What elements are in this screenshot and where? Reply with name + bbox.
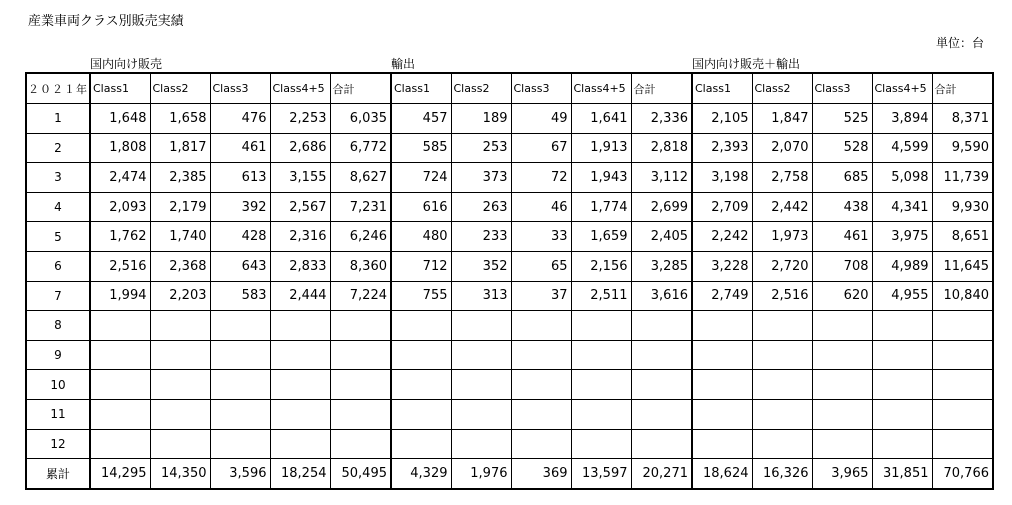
table-cell (150, 399, 210, 429)
table-cell: 1,973 (752, 222, 812, 252)
table-cell: 9,930 (932, 192, 993, 222)
table-cell: 4,341 (872, 192, 932, 222)
row-label: 1 (26, 104, 90, 134)
table-cell: 8,627 (330, 163, 391, 193)
table-cell: 3,198 (692, 163, 752, 193)
table-cell (932, 429, 993, 459)
table-cell: 6,246 (330, 222, 391, 252)
table-row (26, 222, 993, 252)
table-cell: 2,511 (571, 281, 631, 311)
table-cell: 3,228 (692, 251, 752, 281)
table-cell: 2,442 (752, 192, 812, 222)
table-cell: 712 (391, 251, 451, 281)
table-cell: 2,242 (692, 222, 752, 252)
table-cell: 2,474 (90, 163, 150, 193)
table-cell: 2,156 (571, 251, 631, 281)
table-cell (631, 429, 692, 459)
table-cell (391, 311, 451, 341)
table-cell: 643 (210, 251, 270, 281)
table-cell (692, 429, 752, 459)
table-cell: 2,368 (150, 251, 210, 281)
table-cell (812, 370, 872, 400)
table-cell (451, 340, 511, 370)
table-cell: 1,808 (90, 133, 150, 163)
table-cell: 3,112 (631, 163, 692, 193)
table-cell (752, 399, 812, 429)
table-cell: 4,955 (872, 281, 932, 311)
row-label: 11 (26, 399, 90, 429)
table-cell: 4,329 (391, 459, 451, 489)
table-cell (210, 429, 270, 459)
table-cell (872, 370, 932, 400)
table-cell: 9,590 (932, 133, 993, 163)
table-cell: 18,254 (270, 459, 330, 489)
table-cell: 2,179 (150, 192, 210, 222)
column-header: Class2 (150, 73, 210, 104)
total-row (26, 459, 993, 489)
table-cell: 352 (451, 251, 511, 281)
table-cell (210, 340, 270, 370)
table-cell: 583 (210, 281, 270, 311)
row-label: 9 (26, 340, 90, 370)
table-cell (330, 429, 391, 459)
table-cell: 16,326 (752, 459, 812, 489)
table-cell: 1,913 (571, 133, 631, 163)
row-label: 4 (26, 192, 90, 222)
table-row (26, 429, 993, 459)
table-cell (210, 370, 270, 400)
row-label: 3 (26, 163, 90, 193)
row-label: 2 (26, 133, 90, 163)
table-cell: 2,720 (752, 251, 812, 281)
table-cell (210, 311, 270, 341)
table-cell (90, 370, 150, 400)
table-cell: 3,894 (872, 104, 932, 134)
unit-label: 単位：台 (935, 36, 984, 50)
table-cell: 8,651 (932, 222, 993, 252)
table-cell: 4,599 (872, 133, 932, 163)
row-label: 累計 (26, 459, 90, 489)
table-cell (270, 311, 330, 341)
column-header: Class2 (451, 73, 511, 104)
table-cell (872, 311, 932, 341)
table-row (26, 399, 993, 429)
table-cell: 2,567 (270, 192, 330, 222)
table-cell (150, 370, 210, 400)
table-cell (812, 340, 872, 370)
table-cell: 14,350 (150, 459, 210, 489)
table-cell: 1,774 (571, 192, 631, 222)
table-cell (451, 370, 511, 400)
table-cell (631, 399, 692, 429)
table-cell (932, 311, 993, 341)
table-cell (511, 311, 571, 341)
table-cell: 2,516 (90, 251, 150, 281)
table-cell (571, 340, 631, 370)
table-cell: 3,975 (872, 222, 932, 252)
table-cell: 616 (391, 192, 451, 222)
table-cell: 72 (511, 163, 571, 193)
table-row (26, 281, 993, 311)
table-cell (391, 429, 451, 459)
table-cell: 3,965 (812, 459, 872, 489)
table-cell (511, 399, 571, 429)
table-cell (872, 340, 932, 370)
table-cell (571, 429, 631, 459)
table-cell: 1,641 (571, 104, 631, 134)
table-cell: 2,699 (631, 192, 692, 222)
table-cell: 10,840 (932, 281, 993, 311)
table-cell: 525 (812, 104, 872, 134)
table-cell (752, 311, 812, 341)
table-cell: 461 (812, 222, 872, 252)
table-cell (270, 340, 330, 370)
table-cell: 65 (511, 251, 571, 281)
row-label: 5 (26, 222, 90, 252)
table-cell: 67 (511, 133, 571, 163)
table-cell: 2,385 (150, 163, 210, 193)
table-cell: 4,989 (872, 251, 932, 281)
table-cell (270, 399, 330, 429)
table-cell: 3,285 (631, 251, 692, 281)
table-cell: 6,772 (330, 133, 391, 163)
table-cell (812, 429, 872, 459)
table-cell: 724 (391, 163, 451, 193)
table-cell: 253 (451, 133, 511, 163)
table-cell (752, 429, 812, 459)
column-header: Class3 (812, 73, 872, 104)
table-cell (150, 429, 210, 459)
table-cell: 3,596 (210, 459, 270, 489)
table-cell (571, 399, 631, 429)
table-cell: 476 (210, 104, 270, 134)
column-header: Class4+5 (872, 73, 932, 104)
table-cell: 2,686 (270, 133, 330, 163)
table-cell (631, 370, 692, 400)
table-cell: 2,105 (692, 104, 752, 134)
section-domestic-label: 国内向け販売 (90, 57, 163, 71)
table-cell: 1,740 (150, 222, 210, 252)
table-cell (692, 399, 752, 429)
table-cell (90, 429, 150, 459)
table-cell: 2,516 (752, 281, 812, 311)
table-cell: 392 (210, 192, 270, 222)
table-row (26, 340, 993, 370)
table-cell (90, 311, 150, 341)
table-cell (330, 399, 391, 429)
column-header: Class3 (210, 73, 270, 104)
table-cell (511, 340, 571, 370)
table-cell: 457 (391, 104, 451, 134)
row-label: 7 (26, 281, 90, 311)
column-header: Class4+5 (270, 73, 330, 104)
table-cell: 2,336 (631, 104, 692, 134)
table-cell (391, 399, 451, 429)
table-cell: 1,943 (571, 163, 631, 193)
table-row (26, 192, 993, 222)
table-cell (330, 311, 391, 341)
table-cell: 70,766 (932, 459, 993, 489)
table-cell: 313 (451, 281, 511, 311)
table-cell (631, 340, 692, 370)
table-cell: 2,749 (692, 281, 752, 311)
table-cell (571, 370, 631, 400)
table-cell: 480 (391, 222, 451, 252)
table-cell: 2,393 (692, 133, 752, 163)
table-cell (330, 340, 391, 370)
table-cell: 2,758 (752, 163, 812, 193)
table-cell: 11,739 (932, 163, 993, 193)
page-title: 産業車両クラス別販売実績 (28, 14, 184, 29)
table-cell: 18,624 (692, 459, 752, 489)
table-cell: 46 (511, 192, 571, 222)
table-cell (210, 399, 270, 429)
table-cell (692, 311, 752, 341)
table-cell (872, 429, 932, 459)
table-cell: 49 (511, 104, 571, 134)
table-cell: 7,224 (330, 281, 391, 311)
table-cell (631, 311, 692, 341)
table-cell: 263 (451, 192, 511, 222)
table-cell: 2,203 (150, 281, 210, 311)
table-cell: 2,070 (752, 133, 812, 163)
row-label: 12 (26, 429, 90, 459)
table-cell: 50,495 (330, 459, 391, 489)
table-cell (270, 429, 330, 459)
table-cell: 1,994 (90, 281, 150, 311)
table-cell: 1,817 (150, 133, 210, 163)
table-cell (932, 399, 993, 429)
table-cell (451, 399, 511, 429)
table-cell (692, 340, 752, 370)
table-cell: 6,035 (330, 104, 391, 134)
table-cell (812, 399, 872, 429)
column-header: Class2 (752, 73, 812, 104)
table-cell (391, 340, 451, 370)
table-cell: 233 (451, 222, 511, 252)
table-cell (451, 311, 511, 341)
table-cell (872, 399, 932, 429)
sales-table (25, 72, 994, 490)
section-export-label: 輸出 (391, 57, 416, 71)
table-cell (270, 370, 330, 400)
table-cell: 3,616 (631, 281, 692, 311)
table-cell: 1,648 (90, 104, 150, 134)
table-cell: 7,231 (330, 192, 391, 222)
table-cell: 528 (812, 133, 872, 163)
table-cell (752, 370, 812, 400)
table-cell: 585 (391, 133, 451, 163)
table-cell: 37 (511, 281, 571, 311)
table-cell: 755 (391, 281, 451, 311)
row-label: 8 (26, 311, 90, 341)
table-cell (511, 429, 571, 459)
row-label: 10 (26, 370, 90, 400)
table-cell: 369 (511, 459, 571, 489)
table-cell: 2,093 (90, 192, 150, 222)
table-cell: 613 (210, 163, 270, 193)
header-row (26, 73, 993, 104)
table-cell (150, 340, 210, 370)
column-header: Class4+5 (571, 73, 631, 104)
table-cell (932, 340, 993, 370)
table-cell: 461 (210, 133, 270, 163)
column-header: Class1 (90, 73, 150, 104)
table-cell: 428 (210, 222, 270, 252)
column-header: 合計 (631, 73, 692, 104)
table-cell: 708 (812, 251, 872, 281)
table-cell: 2,316 (270, 222, 330, 252)
table-cell: 3,155 (270, 163, 330, 193)
table-cell (391, 370, 451, 400)
table-cell: 438 (812, 192, 872, 222)
table-cell: 1,762 (90, 222, 150, 252)
table-cell: 2,253 (270, 104, 330, 134)
table-cell: 1,658 (150, 104, 210, 134)
table-row (26, 133, 993, 163)
table-cell: 8,360 (330, 251, 391, 281)
table-cell: 373 (451, 163, 511, 193)
table-cell: 2,833 (270, 251, 330, 281)
table-cell: 1,659 (571, 222, 631, 252)
table-cell (330, 370, 391, 400)
table-cell (692, 370, 752, 400)
column-header: 合計 (330, 73, 391, 104)
table-cell (752, 340, 812, 370)
table-cell: 1,976 (451, 459, 511, 489)
year-header: ２０２１年 (26, 73, 90, 104)
table-cell: 13,597 (571, 459, 631, 489)
table-cell: 2,444 (270, 281, 330, 311)
table-cell: 31,851 (872, 459, 932, 489)
table-cell (511, 370, 571, 400)
table-cell (451, 429, 511, 459)
table-cell: 11,645 (932, 251, 993, 281)
table-row (26, 163, 993, 193)
column-header: Class3 (511, 73, 571, 104)
table-cell (812, 311, 872, 341)
table-cell: 33 (511, 222, 571, 252)
column-header: Class1 (391, 73, 451, 104)
column-header: Class1 (692, 73, 752, 104)
table-cell (150, 311, 210, 341)
table-cell: 2,405 (631, 222, 692, 252)
table-cell (90, 399, 150, 429)
table-cell: 685 (812, 163, 872, 193)
table-cell: 8,371 (932, 104, 993, 134)
table-row (26, 104, 993, 134)
column-header: 合計 (932, 73, 993, 104)
table-cell: 5,098 (872, 163, 932, 193)
table-row (26, 370, 993, 400)
table-cell (90, 340, 150, 370)
table-cell: 620 (812, 281, 872, 311)
table-cell: 2,709 (692, 192, 752, 222)
table-cell (571, 311, 631, 341)
table-cell: 14,295 (90, 459, 150, 489)
table-cell: 1,847 (752, 104, 812, 134)
section-total-label: 国内向け販売＋輸出 (692, 57, 801, 71)
table-cell: 189 (451, 104, 511, 134)
table-cell (932, 370, 993, 400)
row-label: 6 (26, 251, 90, 281)
table-row (26, 311, 993, 341)
table-cell: 20,271 (631, 459, 692, 489)
table-row (26, 251, 993, 281)
table-cell: 2,818 (631, 133, 692, 163)
